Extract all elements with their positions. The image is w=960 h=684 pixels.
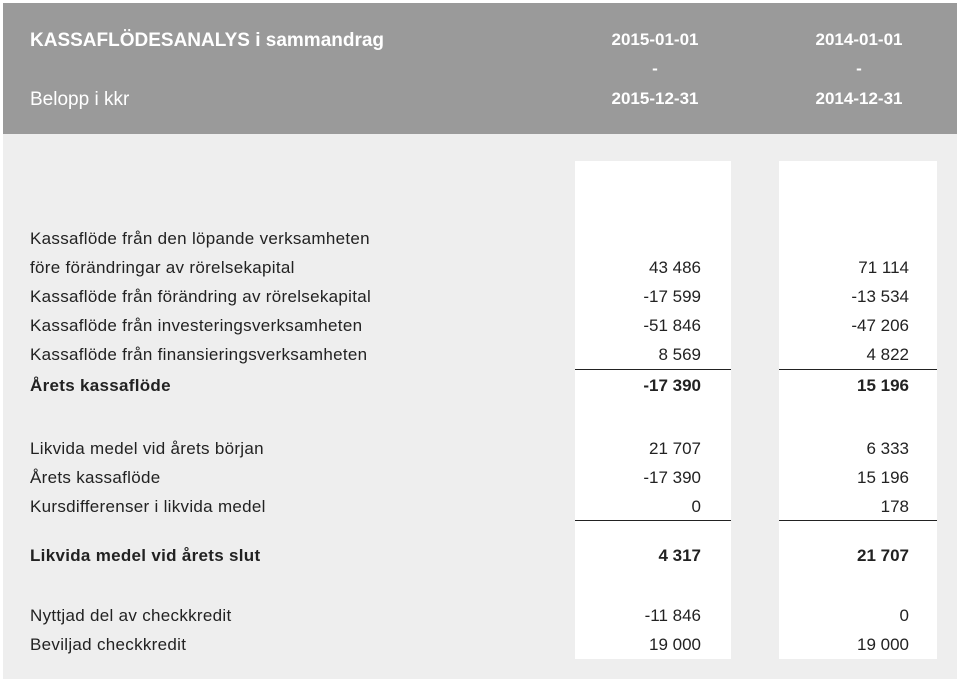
row-label: Årets kassaflöde [30,468,161,487]
value-2014: 178 [880,497,909,516]
table-row [3,601,957,630]
table-row [3,253,957,282]
value-2014: 0 [899,606,909,625]
period-end: 2014-12-31 [815,89,903,108]
period-start: 2014-01-01 [815,30,903,49]
subtotal-row [3,371,957,400]
row-label: Beviljad checkkredit [30,635,187,654]
subtotal-rule [575,369,731,370]
value-2015: -17 599 [643,287,701,306]
row-label: Likvida medel vid årets början [30,439,264,458]
value-2014: 15 196 [857,376,909,395]
value-2014: 71 114 [858,258,909,277]
table-row [3,311,957,340]
value-2015: -17 390 [643,376,701,395]
period-end: 2015-12-31 [611,89,699,108]
row-label: Nyttjad del av checkkredit [30,606,232,625]
total-row [3,541,957,570]
value-2015: 19 000 [649,635,701,654]
period-separator: - [652,59,658,78]
table-row [3,630,957,659]
value-2014: 4 822 [866,345,909,364]
row-label: före förändringar av rörelsekapital [30,258,295,277]
row-label: Kassaflöde från förändring av rörelsekapital [30,287,372,306]
period-separator: - [856,59,862,78]
table-header [3,3,957,134]
row-label: Kursdifferenser i likvida medel [30,497,266,516]
subtotal-rule [779,369,937,370]
value-2014: 21 707 [857,546,909,565]
total-rule [779,520,937,521]
row-label: Kassaflöde från finansieringsverksamheten [30,345,368,364]
total-rule [575,520,731,521]
row-label: Årets kassaflöde [30,376,171,395]
statement-title: KASSAFLÖDESANALYS i sammandrag [30,30,385,51]
table-row [3,224,957,253]
value-2015: 43 486 [649,258,701,277]
table-row [3,434,957,463]
table-row [3,492,957,521]
row-label: Kassaflöde från investeringsverksamheten [30,316,363,335]
value-2014: -47 206 [851,316,909,335]
value-2015: -11 846 [644,606,701,625]
table-row [3,463,957,492]
value-2014: -13 534 [851,287,909,306]
value-2015: -17 390 [643,468,701,487]
value-2015: 0 [691,497,701,516]
value-2015: 21 707 [649,439,701,458]
value-2014: 15 196 [857,468,909,487]
value-2014: 19 000 [857,635,909,654]
value-2014: 6 333 [866,439,909,458]
value-2015: 4 317 [658,546,701,565]
value-2015: -51 846 [643,316,701,335]
table-row [3,282,957,311]
row-label: Likvida medel vid årets slut [30,546,261,565]
amount-unit-label: Belopp i kkr [30,89,130,110]
cashflow-statement [3,3,957,679]
value-2015: 8 569 [658,345,701,364]
row-label: Kassaflöde från den löpande verksamheten [30,229,370,248]
period-start: 2015-01-01 [611,30,699,49]
table-row [3,340,957,369]
